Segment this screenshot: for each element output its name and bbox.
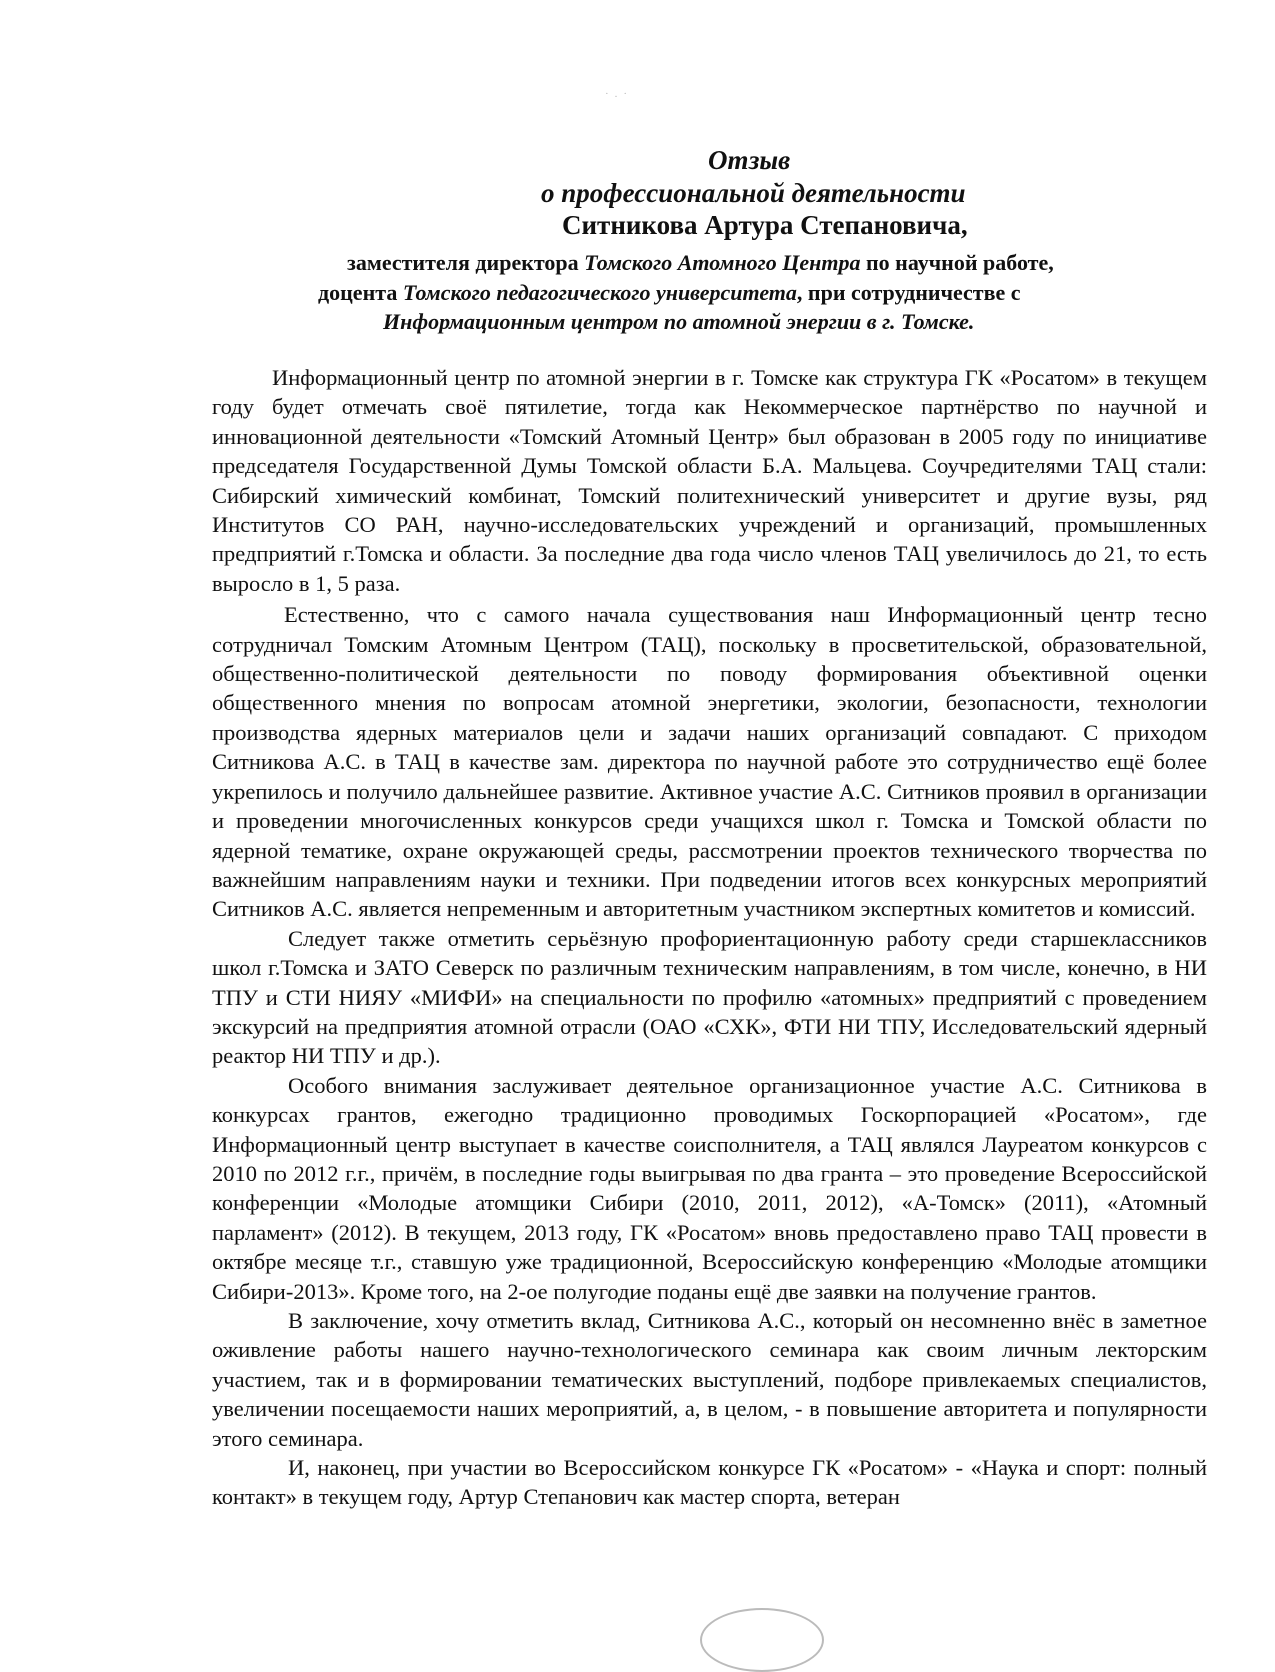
position-line-1-org: Томского Атомного Центра bbox=[584, 250, 861, 275]
paragraph: Следует также отметить серьёзную профориентационную работу среди старшеклассников школ г.Томска и ЗАТО Северск по различным техническим направлениям, в том числе, конечно, в НИ ТПУ и СТИ НИЯУ «МИФИ» на специальности по профилю «атомных» предприятий с проведением экскурсий на предприятия атомной отрасли (ОАО «СХК», ФТИ НИ ТПУ, Исследовательский ядерный реактор НИ ТПУ и др.). bbox=[212, 925, 1207, 1069]
person-name: Ситникова Артура Степановича, bbox=[562, 210, 968, 240]
paragraph: Информационный центр по атомной энергии в г. Томске как структура ГК «Росатом» в текущем году будет отмечать своё пятилетие, тогда как Некоммерческое партнёрство по научной и инновационной деятельности «Томский Атомный Центр» был образован в 2005 году по инициативе председателя Государственной Думы Томской области Б.А. Мальцева. Соучредителями ТАЦ стали: Сибирский химический комбинат, Томский политехнический университет и другие вузы, ряд Институтов СО РАН, научно-исследовательских учреждений и организаций, промышленных предприятий г.Томска и области. За последние два года число членов ТАЦ увеличилось до 21, то есть выросло в 1, 5 раза. bbox=[212, 365, 1207, 596]
position-line-1 bbox=[347, 250, 1054, 276]
position-line-3: Информационным центром по атомной энергии в г. Томске. bbox=[383, 309, 975, 334]
position-line-1-prefix: заместителя директора bbox=[347, 250, 585, 275]
document-subtitle: о профессиональной деятельности bbox=[541, 178, 966, 208]
position-line-1-suffix: по научной работе, bbox=[860, 250, 1054, 275]
document-body bbox=[212, 363, 1207, 1512]
position-line-2-prefix: доцента bbox=[318, 280, 403, 305]
scan-artifact: ·.· bbox=[605, 88, 634, 100]
paragraph: В заключение, хочу отметить вклад, Ситникова А.С., который он несомненно внёс в заметное оживление работы нашего научно-технологического семинара как своим личным лекторским участием, так и в формировании тематических выступлений, подборе привлекаемых специалистов, увеличении посещаемости наших мероприятий, а, в целом, - в повышение авторитета и популярности этого семинара. bbox=[212, 1308, 1207, 1451]
stamp-mark bbox=[700, 1608, 824, 1672]
paragraph: Особого внимания заслуживает деятельное организационное участие А.С. Ситникова в конкурсах грантов, ежегодно традиционно проводимых Госкорпорацией «Росатом», где Информационный центр выступает в качестве соисполнителя, а ТАЦ являлся Лауреатом конкурсов с 2010 по 2012 г.г., причём, в последние годы выигрывая по два гранта – это проведение Всероссийской конференции «Молодые атомщики Сибири (2010, 2011, 2012), «А-Томск» (2011), «Атомный парламент» (2012). В текущем, 2013 году, ГК «Росатом» вновь предоставлено право ТАЦ провести в октябре месяце т.г., ставшую уже традиционной, Всероссийскую конференцию «Молодые атомщики Сибири-2013». Кроме того, на 2-ое полугодие поданы ещё две заявки на получение грантов. bbox=[212, 1072, 1207, 1304]
paragraph: И, наконец, при участии во Всероссийском конкурсе ГК «Росатом» - «Наука и спорт: полный контакт» в текущем году, Артур Степанович как мастер спорта, ветеран bbox=[212, 1455, 1207, 1510]
position-line-2-org: Томского педагогического университета bbox=[402, 280, 797, 305]
position-line-2-suffix: , при сотрудничестве с bbox=[796, 280, 1021, 305]
document-title: Отзыв bbox=[708, 145, 791, 175]
position-line-2 bbox=[318, 280, 1021, 306]
paragraph: Естественно, что с самого начала существования наш Информационный центр тесно сотрудничал Томским Атомным Центром (ТАЦ), поскольку в просветительской, образовательной, общественно-политической деятельности по поводу формирования объективной оценки общественного мнения по вопросам атомной энергетики, экологии, безопасности, технологии производства ядерных материалов цели и задачи наших организаций совпадают. С приходом Ситникова А.С. в ТАЦ в качестве зам. директора по научной работе это сотрудничество ещё более укрепилось и получило дальнейшее развитие. Активное участие А.С. Ситников проявил в организации и проведении многочисленных конкурсов среди учащихся школ г. Томска и Томской области по ядерной тематике, охране окружающей среды, рассмотрении проектов технического творчества по важнейшим направлениям науки и техники. При подведении итогов всех конкурсных мероприятий Ситников А.С. является непременным и авторитетным участником экспертных комитетов и комиссий. bbox=[212, 602, 1207, 922]
